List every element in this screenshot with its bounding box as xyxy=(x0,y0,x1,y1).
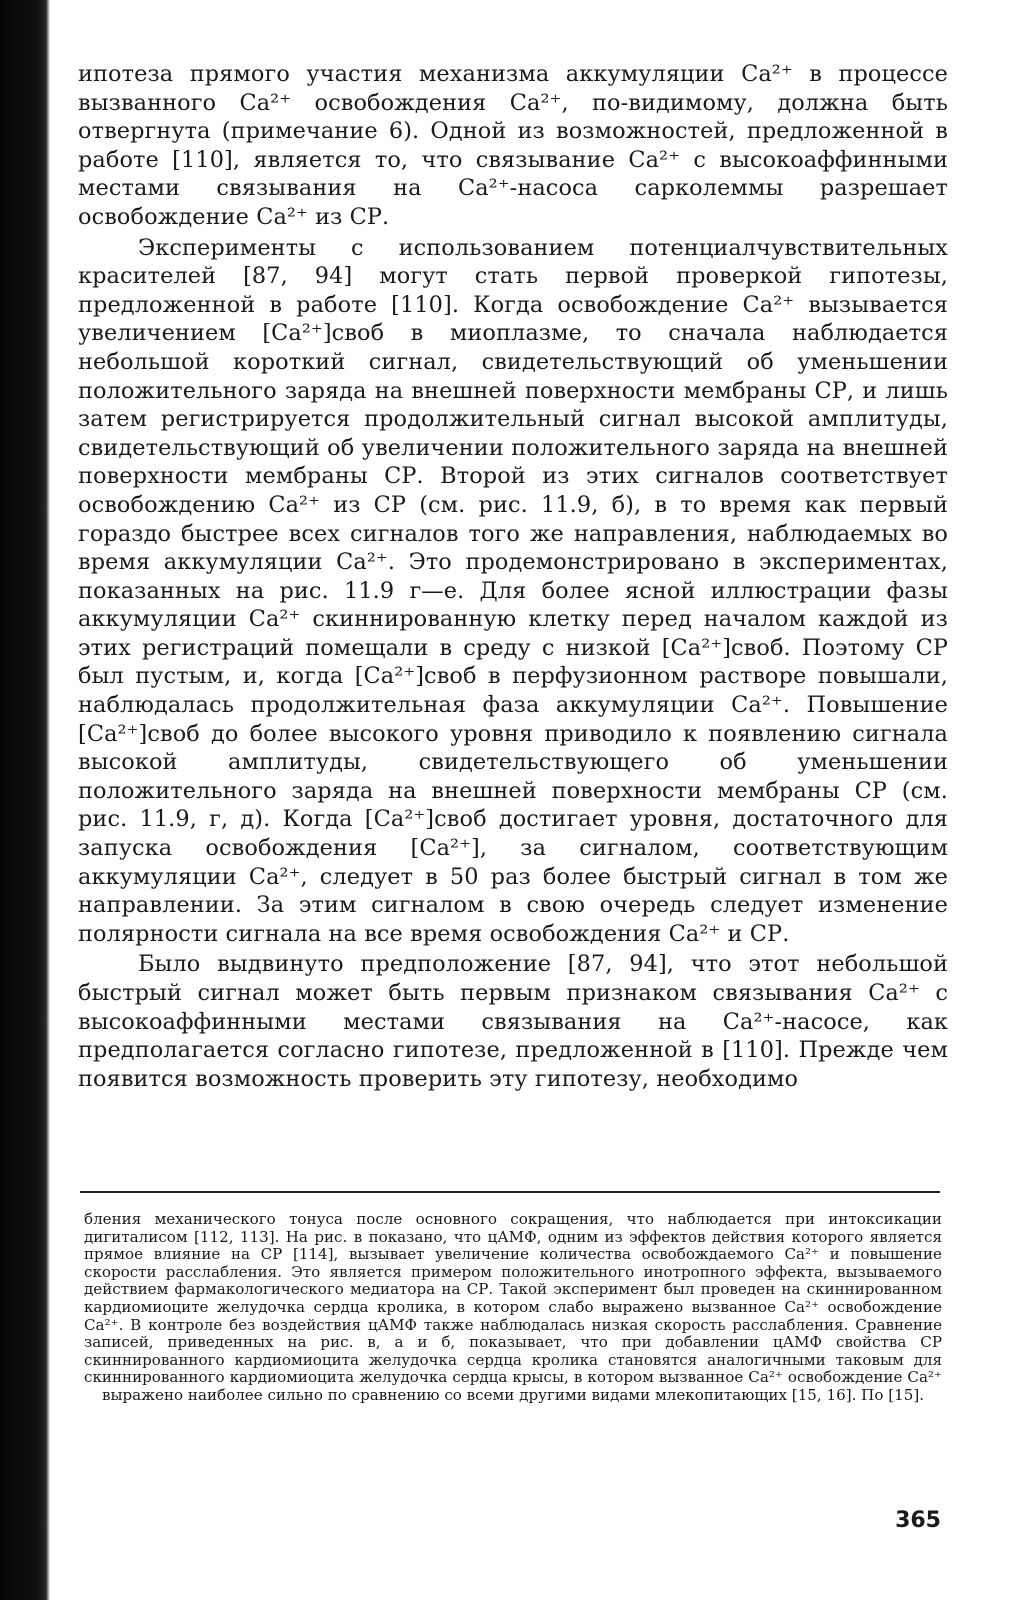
page-content xyxy=(78,60,948,1093)
footnote-divider xyxy=(80,1191,940,1193)
paragraph: ипотеза прямого участия механизма аккумуляции Ca²⁺ в процессе вызванного Ca²⁺ освобождения Ca²⁺, по-видимому, должна быть отвергнута (примечание 6). Одной из возможностей, предложенной в работе [110], является то, что связывание Ca²⁺ с высокоаффинными местами связывания на Ca²⁺-насоса сарколеммы разрешает освобождение Ca²⁺ из СР. xyxy=(78,61,948,230)
footnote-text: бления механического тонуса после основного сокращения, что наблюдается при интоксикации дигиталисом [112, 113]. На рис. в показано, что цАМФ, одним из эффектов действия которого является прямое влияние на СР [114], вызывает увеличение количества освобождаемого Ca²⁺ и повышение скорости расслабления. Это является примером положительного инотропного эффекта, вызываемого действием фармакологического медиатора на СР. Такой эксперимент был проведен на скиннированном кардиомиоците желудочка сердца кролика, в котором слабо выражено вызванное Ca²⁺ освобождение Ca²⁺. В контроле без воздействия цАМФ также наблюдалась низкая скорость расслабления. Сравнение записей, приведенных на рис. в, а и б, показывает, что при добавлении цАМФ свойства СР скиннированного кардиомиоцита желудочка сердца кролика становятся аналогичными таковым для скиннированного кардиомиоцита желудочка сердца крысы, в котором вызванное Ca²⁺ освобождение Ca²⁺ выражено наиболее сильно по сравнению со всеми другими видами млекопитающих [15, 16]. По [15]. xyxy=(84,1210,942,1404)
page-number: 365 xyxy=(895,1508,941,1533)
paragraph: Было выдвинуто предположение [87, 94], что этот небольшой быстрый сигнал может быть первым признаком связывания Ca²⁺ с высокоаффинными местами связывания на Ca²⁺-насосе, как предполагается согласно гипотезе, предложенной в [110]. Прежде чем появится возможность проверить эту гипотезу, необходимо xyxy=(78,951,948,1092)
scan-dark-edge xyxy=(0,0,50,1600)
paragraph: Эксперименты с использованием потенциалчувствительных красителей [87, 94] могут стать первой проверкой гипотезы, предложенной в работе [110]. Когда освобождение Ca²⁺ вызывается увеличением [Ca²⁺]своб в миоплазме, то сначала наблюдается небольшой короткий сигнал, свидетельствующий об уменьшении положительного заряда на внешней поверхности мембраны СР, и лишь затем регистрируется продолжительный сигнал высокой амплитуды, свидетельствующий об увеличении положительного заряда на внешней поверхности мембраны СР. Второй из этих сигналов соответствует освобождению Ca²⁺ из СР (см. рис. 11.9, б), в то время как первый гораздо быстрее всех сигналов того же направления, наблюдаемых во время аккумуляции Ca²⁺. Это продемонстрировано в экспериментах, показанных на рис. 11.9 г—е. Для более ясной иллюстрации фазы аккумуляции Ca²⁺ скиннированную клетку перед началом каждой из этих регистраций помещали в среду с низкой [Ca²⁺]своб. Поэтому СР был пустым, и, когда [Ca²⁺]своб в перфузионном растворе повышали, наблюдалась продолжительная фаза аккумуляции Ca²⁺. Повышение [Ca²⁺]своб до более высокого уровня приводило к появлению сигнала высокой амплитуды, свидетельствующего об уменьшении положительного заряда на внешней поверхности мембраны СР (см. рис. 11.9, г, д). Когда [Ca²⁺]своб достигает уровня, достаточного для запуска освобождения [Ca²⁺], за сигналом, соответствующим аккумуляции Ca²⁺, следует в 50 раз более быстрый сигнал в том же направлении. За этим сигналом в свою очередь следует изменение полярности сигнала на все время освобождения Ca²⁺ и СР. xyxy=(78,234,948,947)
footnote xyxy=(84,1211,942,1405)
main-text xyxy=(78,60,948,1093)
